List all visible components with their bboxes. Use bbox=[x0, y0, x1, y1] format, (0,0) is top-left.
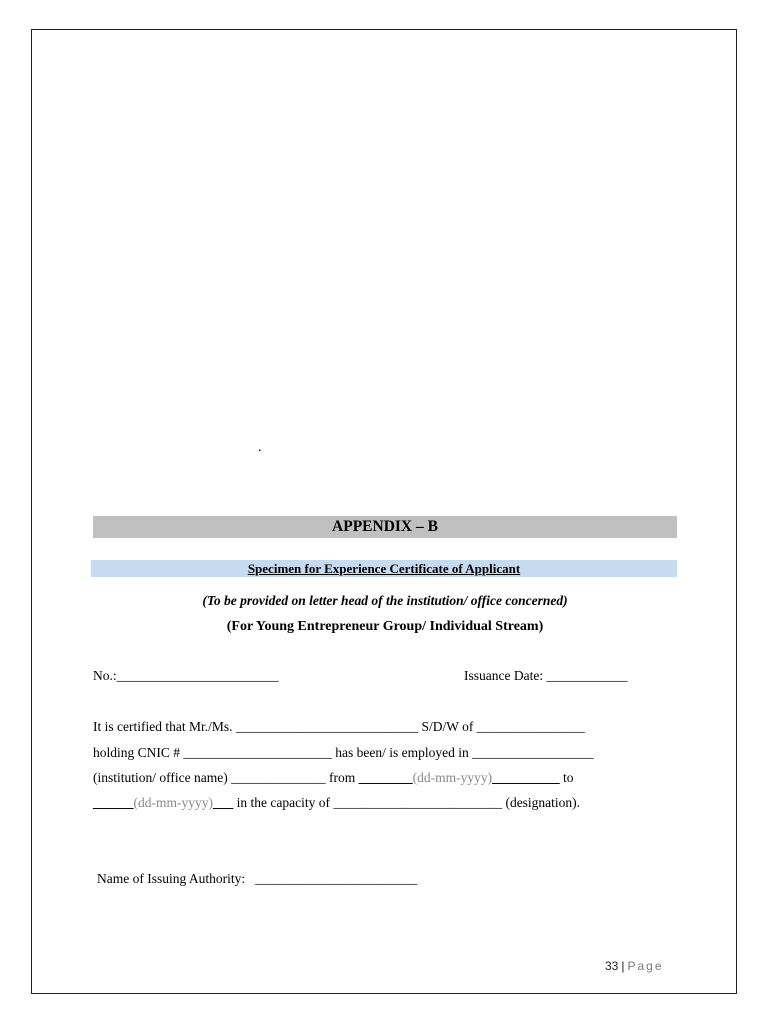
line3-text: (institution/ office name) ______________ from bbox=[93, 770, 359, 785]
issuing-authority: Name of Issuing Authority: ________________________ bbox=[97, 871, 418, 886]
page-label: Page bbox=[627, 959, 664, 973]
appendix-heading: APPENDIX – B bbox=[93, 516, 677, 538]
specimen-title: Specimen for Experience Certificate of Applicant bbox=[247, 561, 521, 576]
from-date-placeholder: (dd-mm-yyyy) bbox=[412, 770, 493, 785]
line3-to: to bbox=[559, 770, 574, 785]
line4-text: in the capacity of _________________________ (designation). bbox=[233, 795, 581, 810]
page-number: 33 bbox=[605, 959, 619, 973]
specimen-heading bbox=[91, 560, 677, 577]
line3-blank-2: __________ bbox=[492, 770, 560, 785]
to-date-placeholder: (dd-mm-yyyy) bbox=[133, 795, 213, 810]
line3-blank: ________ bbox=[358, 770, 413, 785]
stray-dot: . bbox=[258, 440, 262, 455]
page-footer bbox=[605, 959, 664, 973]
certificate-line-1: It is certified that Mr./Ms. ___________________________ S/D/W of ________________ bbox=[93, 719, 585, 734]
reference-number: No.:________________________ bbox=[93, 668, 279, 683]
page-border bbox=[31, 29, 737, 994]
certificate-line-4 bbox=[93, 795, 580, 811]
line4-blank: ______ bbox=[93, 795, 134, 810]
letterhead-note: (To be provided on letter head of the institution/ office concerned) bbox=[202, 593, 568, 608]
footer-separator: | bbox=[621, 959, 625, 973]
stream-note: (For Young Entrepreneur Group/ Individual Stream) bbox=[226, 619, 544, 634]
certificate-line-3 bbox=[93, 770, 573, 786]
line4-blank-2: ___ bbox=[212, 795, 234, 810]
issuance-date: Issuance Date: ____________ bbox=[464, 668, 628, 683]
certificate-line-2: holding CNIC # ______________________ has been/ is employed in __________________ bbox=[93, 745, 594, 760]
